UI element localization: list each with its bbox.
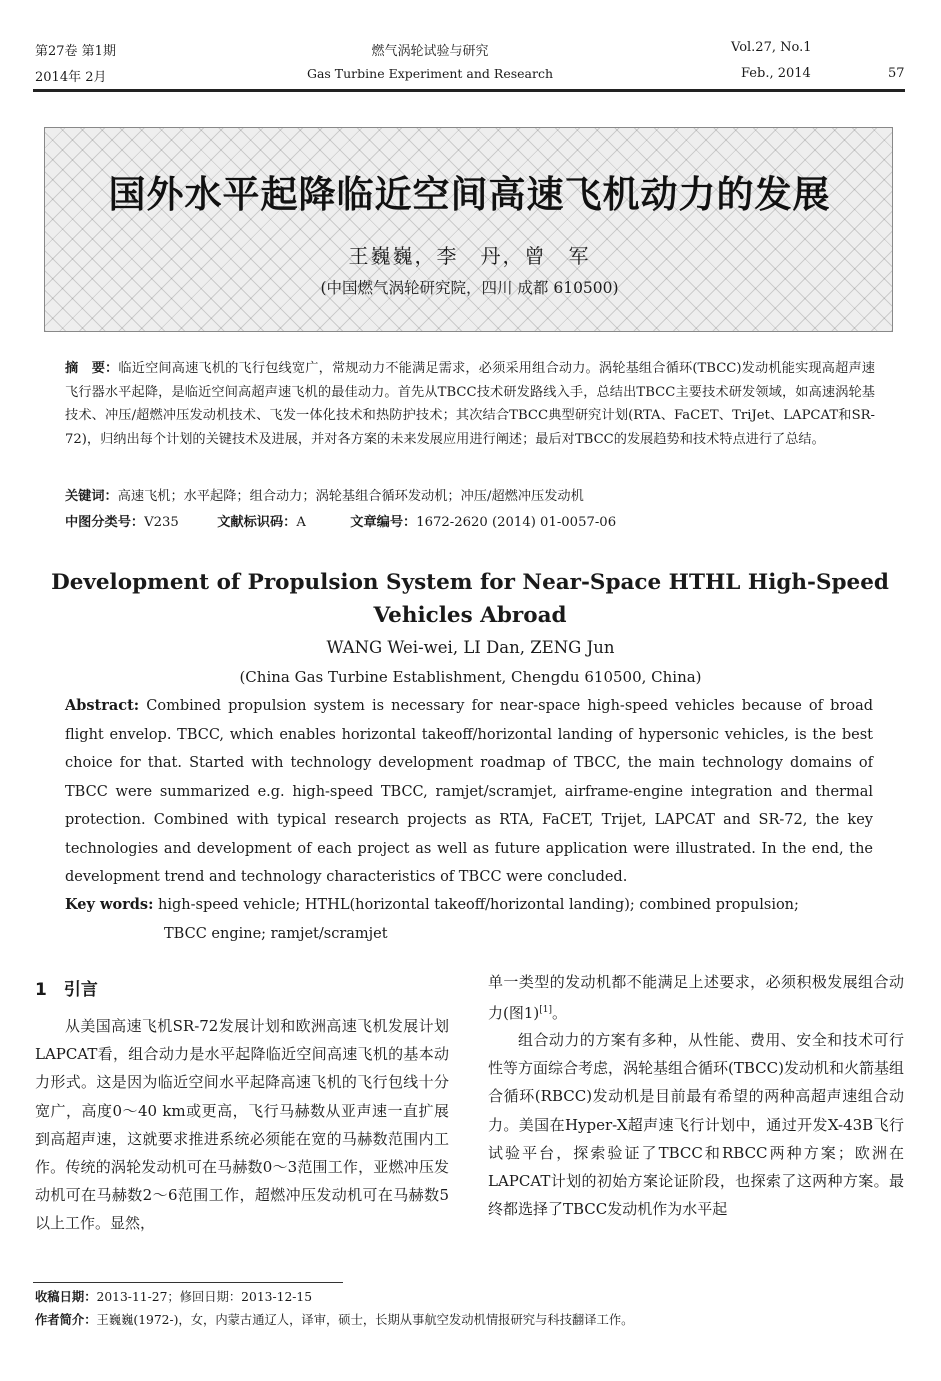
received-label: 收稿日期：: [35, 1290, 97, 1304]
received-dates: 2013-11-27；修回日期：2013-12-15: [96, 1290, 313, 1304]
abstract-cn-text: 临近空间高速飞机的飞行包线宽广，常规动力不能满足需求，必须采用组合动力。涡轮基组合循环(TBCC)发动机能实现高超声速飞行器水平起降，是临近空间高超声速飞机的最佳动力。首先从TBCC技术研发路线入手，总结出TBCC主要技术研发领域，如高速涡轮基技术、冲压/超燃冲压发动机技术、飞发一体化技术和热防护技术；其次结合TBCC典型研究计划(RTA、FaCET、TriJet、LAPCAT和SR-72)，归纳出每个计划的关键技术及进展，并对各方案的未来发展应用进行阐述；最后对TBCC的发展趋势和技术特点进行了总结。: [65, 361, 875, 447]
affiliation-en: (China Gas Turbine Establishment, Chengdu 610500, China): [239, 668, 702, 686]
journal-name-en: Gas Turbine Experiment and Research: [306, 66, 554, 81]
keywords-en: [65, 891, 873, 920]
volume-cn: 第27卷 第1期: [35, 44, 116, 59]
title-cn: 国外水平起降临近空间高速飞机动力的发展: [108, 173, 831, 216]
abstract-en-text: Combined propulsion system is necessary for near-space high-speed vehicles because of broad flight envelop. TBCC, which enables horizontal takeoff/horizontal landing of hypersonic vehicles, is the best choice for that. Started with technology development roadmap of TBCC, the main technology domains of TBCC were summarized e.g. high-speed TBCC, ramjet/scramjet, airframe-engine integration and thermal protection. Combined with typical research projects as RTA, FaCET, Trijet, LAPCAT and SR-72, the key technologies and development of each project as well as future application were illustrated. In the end, the development trend and technology characteristics of TBCC were concluded.: [65, 698, 873, 885]
abstract-cn-label: 摘 要：: [65, 361, 119, 376]
author-bio-label: 作者简介：: [35, 1313, 97, 1327]
author-bio: 王巍巍(1972-)，女，内蒙古通辽人，译审，硕士，长期从事航空发动机情报研究与科技翻译工作。: [96, 1313, 634, 1327]
keywords-en-line2: TBCC engine; ramjet/scramjet: [164, 926, 388, 942]
date-en: Feb., 2014: [741, 66, 811, 81]
left-column-text: 从美国高速飞机SR-72发展计划和欧洲高速飞机发展计划LAPCAT看，组合动力是水平起降临近空间高速飞机的基本动力形式。这是因为临近空间水平起降高速飞机的飞行包线十分宽广，高度0～40 km或更高，飞行马赫数从亚声速一直扩展到高超声速，这就要求推进系统必须能在宽的马赫数范围内工作。传统的涡轮发动机可在马赫数0～3范围工作，亚燃冲压发动机可在马赫数2～6范围工作，超燃冲压发动机可在马赫数5以上工作。显然，: [35, 1017, 449, 1233]
section-heading: 1 引言: [35, 980, 98, 1000]
header-rule: [33, 89, 905, 92]
right-column-p1-end: 。: [552, 1004, 568, 1023]
keywords-cn-label: 关键词：: [65, 489, 118, 504]
keywords-en-line1: high-speed vehicle; HTHL(horizontal takeoff/horizontal landing); combined propulsion;: [153, 897, 799, 913]
clc-code: V235: [144, 515, 179, 530]
clc-label: 中图分类号：: [65, 515, 145, 530]
journal-name-cn: 燃气涡轮试验与研究: [371, 44, 489, 59]
footnote-rule: [33, 1282, 343, 1283]
abstract-en: [65, 692, 873, 892]
right-column-p2: 组合动力的方案有多种，从性能、费用、安全和技术可行性等方面综合考虑，涡轮基组合循环(TBCC)发动机和火箭基组合循环(RBCC)发动机是目前最有希望的两种高超声速组合动力。美国在Hyper-X超声速飞行计划中，通过开发X-43B飞行试验平台，探索验证了TBCC和RBCC两种方案；欧洲在LAPCAT计划的初始方案论证阶段，也探索了这两种方案。最终都选择了TBCC发动机作为水平起: [488, 1031, 904, 1219]
abstract-cn: [65, 357, 875, 451]
title-en-line1: Development of Propulsion System for Near-Space HTHL High-Speed: [51, 570, 889, 595]
authors-en: WANG Wei-wei, LI Dan, ZENG Jun: [326, 638, 615, 657]
doc-code-label: 文献标识码：: [217, 515, 297, 530]
right-column-p1: [488, 968, 904, 1027]
article-number: 1672-2620 (2014) 01-0057-06: [416, 515, 617, 530]
right-column-p1-text: 单一类型的发动机都不能满足上述要求，必须积极发展组合动力(图1): [488, 973, 904, 1023]
date-cn: 2014年 2月: [35, 70, 107, 85]
abstract-en-label: Abstract:: [65, 697, 140, 714]
authors-cn: 王巍巍，李 丹，曾 军: [348, 244, 591, 268]
volume-en: Vol.27, No.1: [731, 40, 812, 55]
page-number: 57: [888, 66, 905, 81]
footnote-author: [35, 1310, 633, 1328]
footnote-received: [35, 1287, 312, 1305]
citation-ref: [1]: [539, 1005, 552, 1016]
keywords-cn: [65, 485, 875, 509]
article-number-label: 文章编号：: [350, 515, 417, 530]
title-en-line2: Vehicles Abroad: [373, 603, 567, 628]
keywords-en-label: Key words:: [65, 896, 154, 913]
keywords-cn-text: 高速飞机；水平起降；组合动力；涡轮基组合循环发动机；冲压/超燃冲压发动机: [117, 489, 584, 504]
doc-code: A: [296, 515, 306, 530]
affiliation-cn: (中国燃气涡轮研究院，四川 成都 610500): [320, 279, 619, 297]
classification-line: [65, 511, 875, 535]
title-box: [44, 127, 893, 332]
